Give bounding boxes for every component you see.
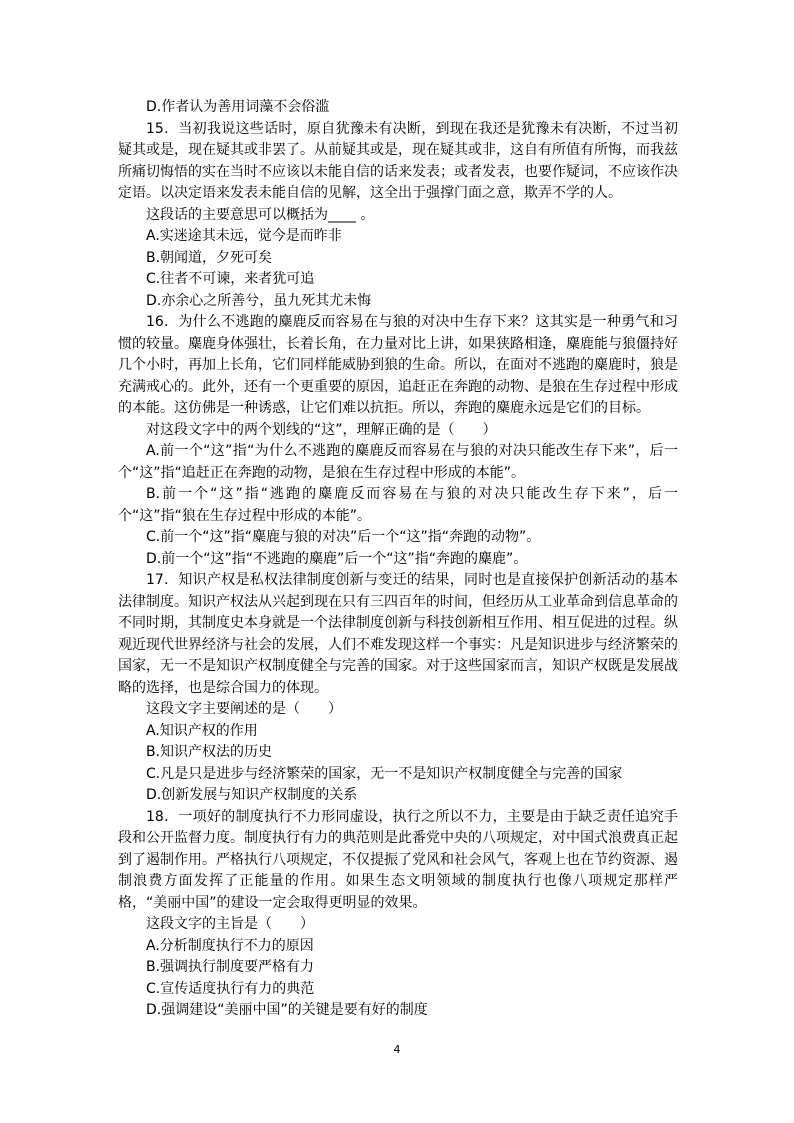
q17-option-c: C.凡是只是进步与经济繁荣的国家，无一不是知识产权制度健全与完善的国家 (146, 765, 623, 782)
q16-passage: 16．为什么不逃跑的麋鹿反而容易在与狼的对决中生存下来？这其实是一种勇气和习惯的较量。麋鹿身体强壮，长着长角，在力量对比上讲，如果狭路相逢，麋鹿能与狼僵持好几个小时，再加上长角，它们同样能威胁到狼的生命。所以，在面对不逃跑的麋鹿时，狼是充满戒心的。此外，还有一个更重要的原因，追赶正在奔跑的动物、是狼在生存过程中形成的本能。这仿佛是一种诱惑，让它们难以抗拒。所以，奔跑的麋鹿永远是它们的目标。 (118, 314, 678, 416)
q16-question: 对这段文字中的两个划线的“这”，理解正确的是（ ） (146, 421, 497, 438)
question-16 (118, 312, 678, 570)
q18-option-d: D.强调建设“美丽中国”的关键是要有好的制度 (146, 1002, 428, 1018)
q16-option-b: B.前一个“这”指“逃跑的麋鹿反而容易在与狼的对决只能改生存下来”，后一个“这”指“狼在生存过程中形成的本能”。 (118, 486, 678, 524)
q17-option-b: B.知识产权法的历史 (146, 744, 273, 760)
question-15 (118, 119, 678, 313)
question-18 (118, 807, 678, 1022)
q16-option-d: D.前一个“这”指“不逃跑的麋鹿”后一个“这”指“奔跑的麋鹿”。 (146, 550, 528, 567)
q15-option-d: D.亦余心之所善兮，虽九死其尤未悔 (146, 292, 372, 309)
q15-question: 这段话的主要意思可以概括为____ 。 (146, 206, 375, 223)
q15-passage: 15．当初我说这些话时，原自犹豫未有决断，到现在我还是犹豫未有决断，不过当初疑其或是，现在疑其或非罢了。从前疑其或是，现在疑其或非，这自有所值有所悔，而我兹所痛切悔悟的实在当时不应该以未能自信的话来发表；或者发表，也要作疑词，不应该作决定语。以决定语来发表未能自信的见解，这全出于强撑门面之意，欺弄不学的人。 (118, 120, 678, 201)
q14-option-d: D.作者认为善用词藻不会俗滥 (146, 99, 330, 115)
q18-passage: 18．一项好的制度执行不力形同虚设，执行之所以不力，主要是由于缺乏责任追究手段和公开监督力度。制度执行有力的典范则是此番党中央的八项规定，对中国式浪费真正起到了遏制作用。严格执行八项规定，不仅提振了党风和社会风气，客观上也在节约资源、遏制浪费方面发挥了正能量的作用。如果生态文明领域的制度执行也像八项规定那样严格，“美丽中国”的建设一定会取得更明显的效果。 (118, 808, 678, 911)
q17-option-a: A.知识产权的作用 (146, 722, 258, 739)
q16-option-a: A.前一个“这”指“为什么不逃跑的麋鹿反而容易在与狼的对决只能改生存下来”，后一个“这”指“追赶正在奔跑的动物，是狼在生存过程中形成的本能”。 (118, 443, 678, 481)
q17-option-d: D.创新发展与知识产权制度的关系 (146, 787, 358, 803)
q17-passage: 17．知识产权是私权法律制度创新与变迁的结果，同时也是直接保护创新活动的基本法律制度。知识产权法从兴起到现在只有三四百年的时间，但经历从工业革命到信息革命的不同时期，其制度史本身就是一个法律制度创新与科技创新相互作用、相互促进的过程。纵观近现代世界经济与社会的发展，人们不难发现这样一个事实：凡是知识进步与经济繁荣的国家，无一不是知识产权制度健全与完善的国家。对于这些国家而言，知识产权既是发展战略的选择，也是综合国力的体现。 (118, 572, 678, 696)
q17-question: 这段文字主要阐述的是（ ） (146, 701, 342, 717)
q18-option-b: B.强调执行制度要严格有力 (146, 959, 315, 975)
q16-option-c: C.前一个“这”指“麋鹿与狼的对决”后一个“这”指“奔跑的动物”。 (146, 529, 541, 545)
q18-option-a: A.分析制度执行不力的原因 (146, 937, 314, 954)
q15-option-a: A.实迷途其未远，觉今是而昨非 (146, 228, 342, 244)
q18-question: 这段文字的主旨是（ ） (146, 916, 314, 932)
page-number: 4 (393, 1043, 401, 1056)
page-content (118, 97, 678, 1022)
q15-option-c: C.往者不可谏，来者犹可追 (146, 271, 315, 287)
q15-option-b: B.朝闻道，夕死可矣 (146, 249, 273, 266)
q18-option-c: C.宣传适度执行有力的典范 (146, 980, 315, 997)
question-17 (118, 570, 678, 807)
